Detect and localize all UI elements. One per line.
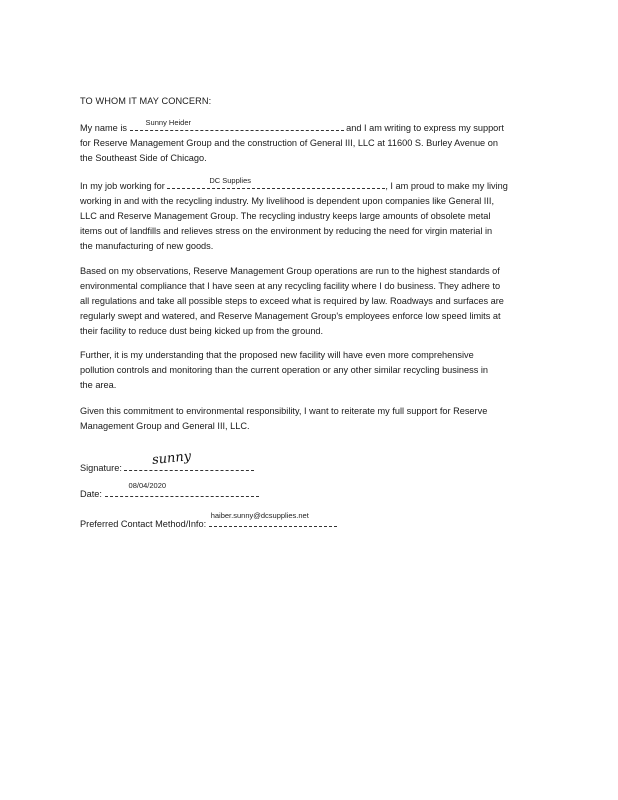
employer-fill: DC Supplies [209,176,252,185]
observations-line-1: Based on my observations, Reserve Management Group operations are run to the highest standards of [80,266,500,276]
employment-line-5: the manufacturing of new goods. [80,241,214,251]
employment-line-4: items out of landfills and relieves stress on the environment by reducing the need for virgin material in [80,226,493,236]
signature-handwriting: sunny [151,448,192,469]
paragraph-employment [80,178,536,254]
understanding-line-2: pollution controls and monitoring than the current operation or any other similar recycling business in [80,365,489,375]
observations-line-2: environmental compliance that I have seen at any recycling facility where I do business. They adhere to [80,281,501,291]
contact-fill: haiber.sunny@dcsupplies.net [210,511,309,520]
employment-line-3: LLC and Reserve Management Group. The recycling industry keeps large amounts of obsolete metal [80,211,491,221]
date-label: Date: [80,489,102,499]
intro-line-2: for Reserve Management Group and the construction of General III, LLC at 11600 S. Burley Avenue on [80,138,498,148]
employment-suffix: , I am proud to make my living [385,181,508,191]
observations-line-4: regularly swept and watered, and Reserve Management Group's employees enforce low speed limits at [80,311,501,321]
contact-row [80,511,337,529]
date-blank [105,481,259,497]
name-blank [130,120,344,131]
contact-label: Preferred Contact Method/Info: [80,519,207,529]
observations-line-3: all regulations and take all possible steps to exceed what is required by law. Roadways and surfaces are [80,296,504,306]
date-row [80,481,259,499]
paragraph-commitment [80,404,536,434]
date-fill: 08/04/2020 [128,481,167,490]
employment-line-1 [80,178,536,194]
name-fill: Sunny Heider [145,118,191,127]
intro-line-1 [80,120,536,136]
salutation: TO WHOM IT MAY CONCERN: [80,96,212,106]
paragraph-intro [80,120,536,166]
understanding-line-3: the area. [80,380,117,390]
intro-suffix: and I am writing to express my support [346,123,504,133]
employer-blank [167,178,385,189]
employment-line-2: working in and with the recycling industry. My livelihood is dependent upon companies like General III, [80,196,494,206]
commitment-line-1: Given this commitment to environmental responsibility, I want to reiterate my full support for Reserve [80,406,488,416]
intro-prefix: My name is [80,123,127,133]
contact-blank [209,511,337,527]
signature-label: Signature: [80,463,122,473]
commitment-line-2: Management Group and General III, LLC. [80,421,250,431]
employment-prefix: In my job working for [80,181,165,191]
understanding-line-1: Further, it is my understanding that the proposed new facility will have even more comprehensive [80,350,474,360]
paragraph-observations [80,264,536,339]
paragraph-understanding [80,348,536,393]
observations-line-5: their facility to reduce dust being kicked up from the ground. [80,326,324,336]
intro-line-3: the Southeast Side of Chicago. [80,153,207,163]
